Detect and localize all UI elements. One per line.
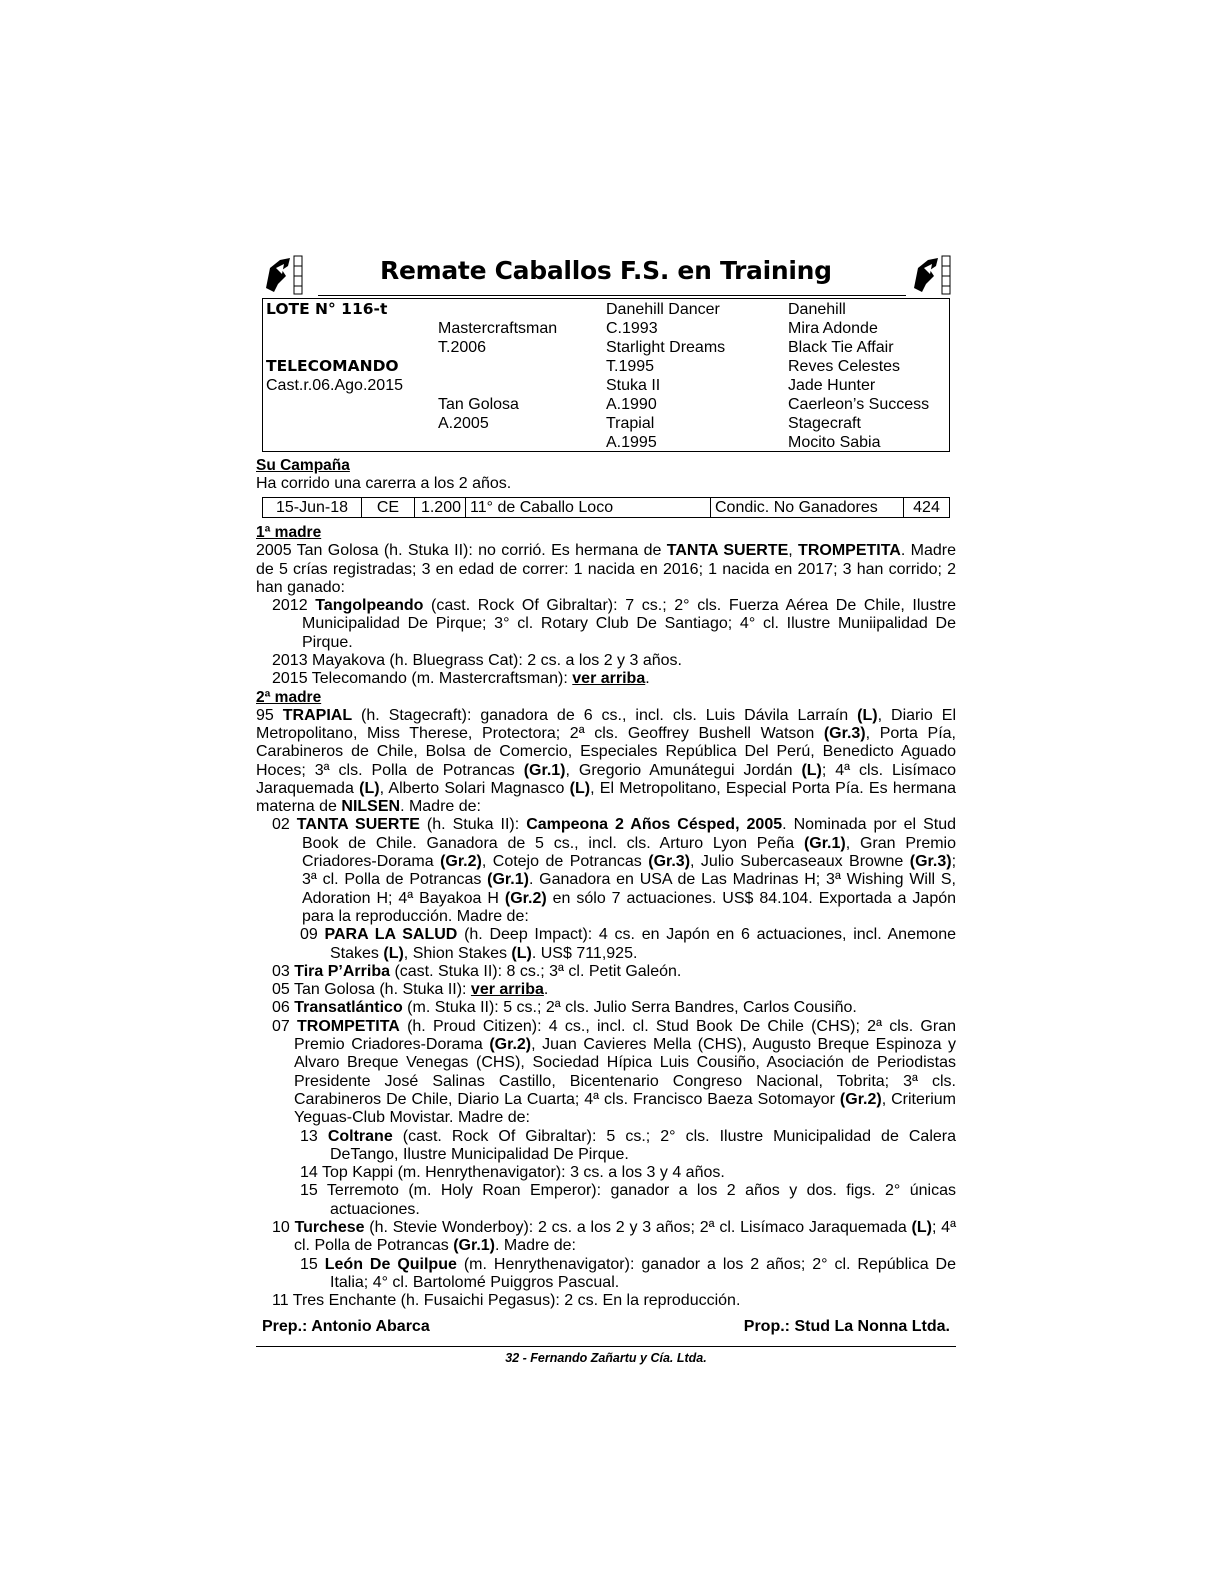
- campaign-section: [256, 457, 956, 518]
- race-date: 15-Jun-18: [263, 498, 362, 517]
- great-grandparent-entry: Danehill: [788, 301, 846, 318]
- dam-name: Tan Golosa: [438, 396, 519, 413]
- lot-number: LOTE N° 116-t: [266, 300, 388, 318]
- great-grandparent-entry: Mira Adonde: [788, 320, 878, 337]
- offspring-entry: 2012 Tangolpeando (cast. Rock Of Gibraltar): 7 cs.; 2° cls. Fuerza Aérea De Chile, Ilustre Municipalidad De Pirque; 3° cl. Rotary Club De Santiago; 4° cl. Ilustre Muniipalidad De Pirque.: [272, 597, 957, 651]
- page-title: Remate Caballos F.S. en Training: [380, 256, 832, 285]
- offspring-entry: 02 TANTA SUERTE (h. Stuka II): Campeona 2 Años Césped, 2005. Nominada por el Stud Book de Chile. Ganadora de 5 cs., incl. cls. Arturo Lyon Peña (Gr.1), Gran Premio Criadores-Dorama (Gr.2), Cotejo de Potrancas (Gr.3), Julio Subercaseaux Browne (Gr.3); 3ª cl. Polla de Potrancas (Gr.1). Ganadora en USA de Las Madrinas H; 3ª Wishing Will S, Adoration H; 4ª Bayakoa H (Gr.2) en sólo 7 actuaciones. US$ 84.104. Exportada a Japón para la reproducción. Madre de:: [272, 816, 957, 925]
- first-dam-section: [256, 524, 956, 688]
- great-grandparent-entry: Jade Hunter: [788, 377, 876, 394]
- page-header: [256, 250, 956, 298]
- pedigree-grandparents-column: [606, 300, 725, 452]
- second-dam-title: 2ª madre: [256, 688, 322, 706]
- great-grandparent-entry: Reves Celestes: [788, 358, 901, 375]
- offspring-entry: 11 Tres Enchante (h. Fusaichi Pegasus): 2 cs. En la reproducción.: [272, 1292, 741, 1310]
- great-grandparent-entry: Caerleon’s Success: [788, 396, 930, 413]
- offspring-entry: 03 Tira P’Arriba (cast. Stuka II): 8 cs.; 3ª cl. Petit Galeón.: [272, 962, 682, 980]
- title-underline: [318, 295, 906, 296]
- grandparent-entry: A.1990: [606, 396, 657, 413]
- pedigree-parents-column: [438, 300, 557, 433]
- catalog-page: [256, 250, 956, 1365]
- footer-rule: [256, 1346, 956, 1347]
- race-weight: 424: [913, 499, 940, 517]
- preparer: Prep.: Antonio Abarca: [262, 1318, 430, 1336]
- first-dam-intro: 2005 Tan Golosa (h. Stuka II): no corrió. Es hermana de TANTA SUERTE, TROMPETITA. Madre de 5 crías registradas; 3 en edad de correr: 1 nacida en 2016; 1 nacida en 2017; 3 han corrido; 2 han ganado:: [256, 542, 957, 596]
- owner: Prop.: Stud La Nonna Ltda.: [743, 1318, 950, 1336]
- horse-details: Cast.r.06.Ago.2015: [266, 377, 403, 394]
- grandparent-entry: C.1993: [606, 320, 658, 337]
- grandparent-entry: Stuka II: [606, 377, 661, 394]
- campaign-title: Su Campaña: [256, 457, 350, 474]
- grand-offspring-entry: 09 PARA LA SALUD (h. Deep Impact): 4 cs. en Japón en 6 actuaciones, incl. Anemone Stakes (L), Shion Stakes (L). US$ 711,925.: [300, 926, 956, 962]
- second-dam-section: [256, 689, 956, 1311]
- pedigree-great-grandparents-column: [788, 300, 929, 452]
- great-grandparent-entry: Black Tie Affair: [788, 339, 894, 356]
- race-condition: Condic. No Ganadores: [711, 498, 904, 517]
- grandparent-entry: A.1995: [606, 434, 657, 451]
- grand-offspring-entry: 15 Terremoto (m. Holy Roan Emperor): ganador a los 2 años y dos. figs. 2° únicas actuaciones.: [300, 1182, 956, 1218]
- horse-head-logo-icon: [260, 254, 306, 296]
- offspring-entry: 05 Tan Golosa (h. Stuka II): ver arriba.: [272, 981, 549, 999]
- offspring-entry: 06 Transatlántico (m. Stuka II): 5 cs.; 2ª cls. Julio Serra Bandres, Carlos Cousiño.: [272, 999, 857, 1017]
- grand-offspring-entry: 15 León De Quilpue (m. Henrythenavigator): ganador a los 2 años; 2° cl. República De Italia; 4° cl. Bartolomé Puiggros Pascual.: [300, 1255, 956, 1291]
- second-dam-intro: 95 TRAPIAL (h. Stagecraft): ganadora de 6 cs., incl. cls. Luis Dávila Larraín (L), Diario El Metropolitano, Miss Therese, Protectora; 2ª cls. Geoffrey Bushell Watson (Gr.3), Porta Pía, Carabineros de Chile, Bolsa de Comercio, Especiales República Del Perú, Benedicto Aguado Hoces; 3ª cls. Polla de Potrancas (Gr.1), Gregorio Amunátegui Jordán (L); 4ª cls. Lisímaco Jaraquemada (L), Alberto Solari Magnasco (L), El Metropolitano, Especial Porta Pía. Es hermana materna de NILSEN. Madre de:: [256, 706, 957, 816]
- race-distance: 1.200: [415, 498, 466, 517]
- grand-offspring-entry: 14 Top Kappi (m. Henrythenavigator): 3 cs. a los 3 y 4 años.: [300, 1164, 725, 1182]
- offspring-entry: 2013 Mayakova (h. Bluegrass Cat): 2 cs. a los 2 y 3 años.: [272, 652, 682, 670]
- grand-offspring-entry: 13 Coltrane (cast. Rock Of Gibraltar): 5 cs.; 2° cls. Ilustre Municipalidad de Calera DeTango, Ilustre Municipalidad De Pirque.: [300, 1127, 956, 1163]
- sire-year: T.2006: [438, 339, 487, 356]
- horse-head-logo-icon: [908, 254, 954, 296]
- campaign-text: Ha corrido una carerra a los 2 años.: [256, 475, 512, 492]
- offspring-entry: 10 Turchese (h. Stevie Wonderboy): 2 cs. a los 2 y 3 años; 2ª cl. Lisímaco Jaraquemada (L); 4ª cl. Polla de Potrancas (Gr.1). Madre de:: [272, 1218, 956, 1255]
- sire-name: Mastercraftsman: [438, 320, 558, 337]
- offspring-entry: 2015 Telecomando (m. Mastercraftsman): ver arriba.: [272, 670, 650, 688]
- page-footer: 32 - Fernando Zañartu y Cía. Ltda.: [505, 1351, 707, 1366]
- great-grandparent-entry: Stagecraft: [788, 415, 861, 432]
- race-result: 11° de Caballo Loco: [466, 498, 711, 517]
- dam-year: A.2005: [438, 415, 489, 432]
- pedigree-horse-column: [266, 300, 403, 395]
- grandparent-entry: Starlight Dreams: [606, 339, 726, 356]
- horse-name: TELECOMANDO: [266, 357, 399, 375]
- grandparent-entry: Trapial: [606, 415, 655, 432]
- first-dam-title: 1ª madre: [256, 524, 322, 542]
- race-record-row: [262, 497, 950, 518]
- offspring-entry: 07 TROMPETITA (h. Proud Citizen): 4 cs., incl. cl. Stud Book De Chile (CHS); 2ª cls. Gran Premio Criadores-Dorama (Gr.2), Juan Cavieres Mella (CHS), Augusto Breque Espinoza y Alvaro Breque Venegas (CHS), Sociedad Hípica Luis Cousiño, Asociación de Periodistas Presidente José Salinas Castillo, Bicentenario Congreso Nacional, Tobrita; 3ª cls. Carabineros De Chile, Diario La Cuarta; 4ª cls. Francisco Baeza Sotomayor (Gr.2), Criterium Yeguas-Club Movistar. Madre de:: [272, 1017, 957, 1127]
- grandparent-entry: T.1995: [606, 358, 655, 375]
- race-track: CE: [362, 498, 415, 517]
- footer-credits: [262, 1318, 950, 1336]
- pedigree-box: [262, 298, 950, 452]
- great-grandparent-entry: Mocito Sabia: [788, 434, 881, 451]
- grandparent-entry: Danehill Dancer: [606, 301, 720, 318]
